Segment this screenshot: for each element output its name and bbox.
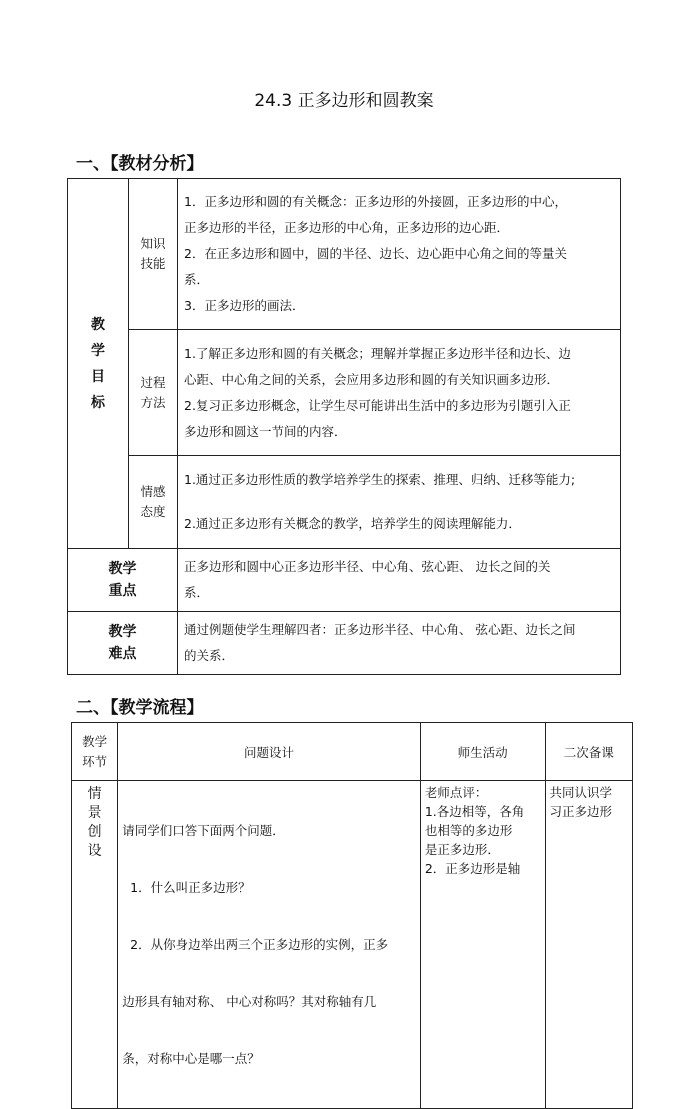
- process-method-text: 1.了解正多边形和圆的有关概念；理解并掌握正多边形半径和边长、边 心距、中心角之间的关系，会应用多边形和圆的有关知识画多边形． 2.复习正多边形概念，让学生尽可能讲出生活中的多边形为引题引入正 多边形和圆这一节间的内容．: [178, 330, 621, 456]
- flow-table: [71, 722, 633, 1109]
- document-title: 24.3 正多边形和圆教案: [254, 91, 434, 111]
- key-point-label: 教学 重点: [68, 549, 178, 612]
- process-method-label: 过程 方法: [129, 330, 178, 456]
- emotion-attitude-text: 1.通过正多边形性质的教学培养学生的探索、推理、归纳、迁移等能力; 2.通过正多边形有关概念的教学，培养学生的阅读理解能力．: [178, 456, 621, 549]
- section-heading-flow: 二、【教学流程】: [76, 698, 204, 718]
- header-question-design: 问题设计: [118, 723, 421, 781]
- knowledge-skills-label: 知识 技能: [129, 179, 178, 330]
- section-heading-analysis: 一、【教材分析】: [76, 154, 204, 174]
- header-activity: 师生活动: [420, 723, 545, 781]
- header-second-prep: 二次备课: [545, 723, 633, 781]
- emotion-attitude-label: 情感 态度: [129, 456, 178, 549]
- key-point-text: 正多边形和圆中心正多边形半径、中心角、弦心距、 边长之间的关 系．: [178, 549, 621, 612]
- difficulty-label: 教学 难点: [68, 612, 178, 675]
- analysis-table: [67, 178, 621, 675]
- header-stage: 教学 环节: [72, 723, 118, 781]
- second-prep-text: 共同认识学 习正多边形: [545, 781, 633, 1109]
- stage-scenario: 情 景 创 设: [72, 781, 118, 1109]
- question-design-text: 请同学们口答下面两个问题． 1．什么叫正多边形？ 2．从你身边举出两三个正多边形的实例，正多 边形具有轴对称、 中心对称吗？其对称轴有几 条，对称中心是哪一点？: [118, 781, 421, 1109]
- activity-text: 老师点评： 1.各边相等，各角 也相等的多边形 是正多边形． 2．正多边形是轴: [420, 781, 545, 1109]
- knowledge-skills-text: 1．正多边形和圆的有关概念：正多边形的外接圆，正多边形的中心， 正多边形的半径，正多边形的中心角，正多边形的边心距． 2．在正多边形和圆中，圆的半径、边长、边心距中心角之间的等量关 系． 3．正多边形的画法．: [178, 179, 621, 330]
- difficulty-text: 通过例题使学生理解四者：正多边形半径、中心角、 弦心距、边长之间 的关系．: [178, 612, 621, 675]
- teaching-goal-label: 教 学 目 标: [68, 179, 129, 549]
